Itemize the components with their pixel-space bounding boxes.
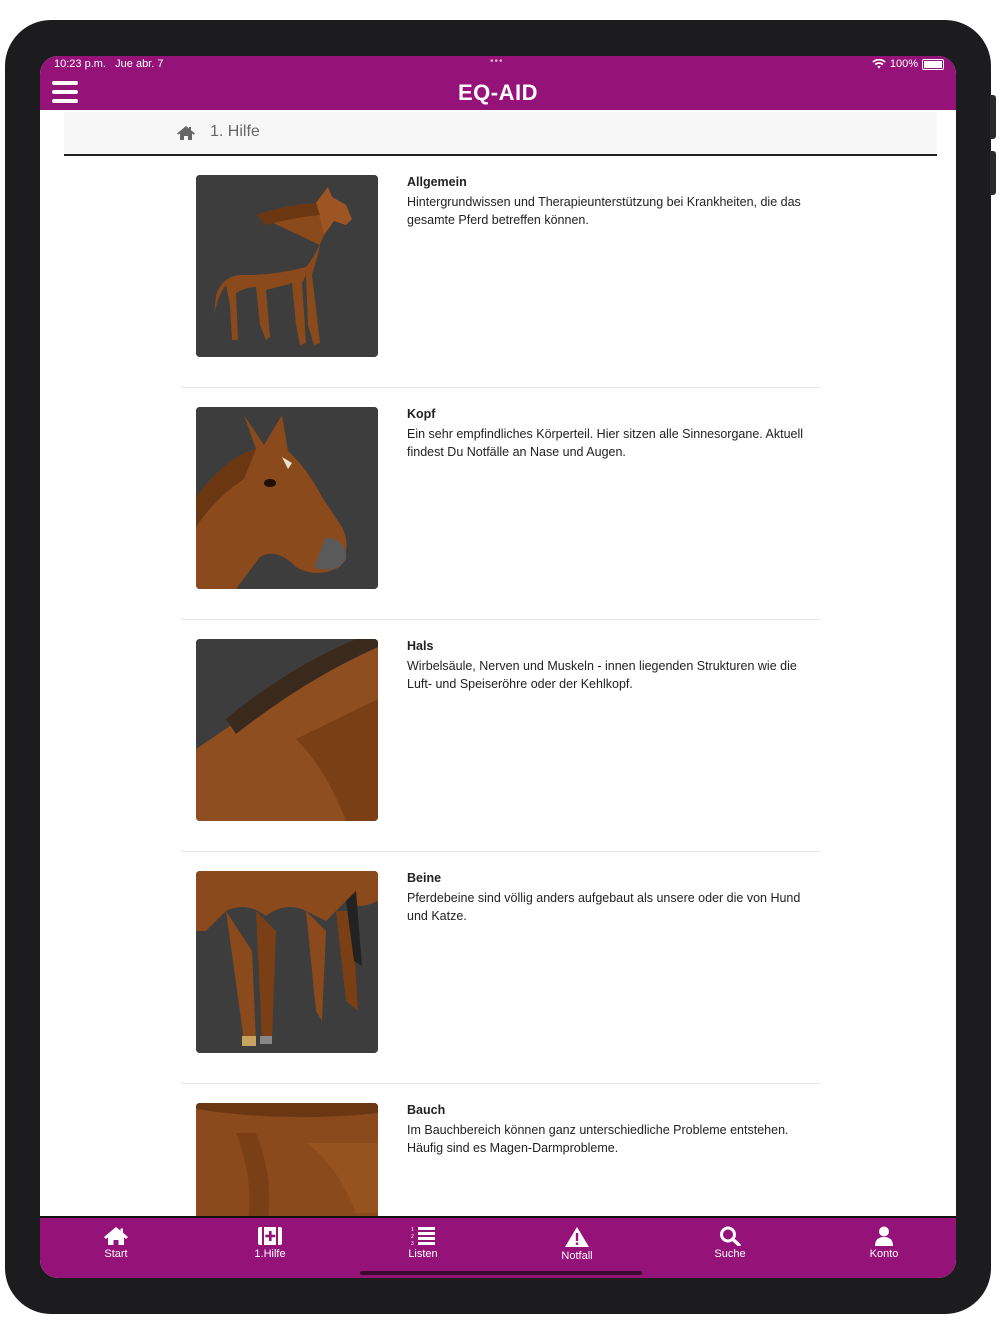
volume-down-button <box>990 151 996 195</box>
screen <box>40 56 956 1278</box>
horse-head-image <box>196 407 378 589</box>
list-item[interactable] <box>181 156 820 388</box>
tab-search[interactable]: Suche <box>680 1226 780 1260</box>
breadcrumb <box>64 112 937 156</box>
item-description: Pferdebeine sind völlig anders aufgebaut als unsere oder die von Hund und Katze. <box>407 891 801 923</box>
user-icon <box>873 1226 895 1246</box>
multitasking-dots: ••• <box>490 56 504 67</box>
wifi-icon <box>872 59 886 69</box>
svg-text:1: 1 <box>411 1227 414 1233</box>
tab-first-aid[interactable]: 1.Hilfe <box>220 1226 320 1260</box>
horse-legs-image <box>196 871 378 1053</box>
list-item[interactable] <box>181 388 820 620</box>
item-title: Hals <box>407 639 434 653</box>
battery-icon <box>922 59 944 70</box>
search-icon <box>719 1226 741 1246</box>
svg-text:3: 3 <box>411 1241 414 1246</box>
home-icon <box>103 1226 129 1246</box>
numbered-list-icon <box>410 1226 436 1246</box>
home-icon[interactable] <box>176 125 196 141</box>
tab-lists[interactable]: 1 2 3 Listen <box>408 1227 438 1260</box>
item-title: Beine <box>407 871 442 885</box>
volume-up-button <box>990 95 996 139</box>
item-description: Ein sehr empfindliches Körperteil. Hier sitzen alle Sinnesorgane. Aktuell findest Du Notfälle an Nase und Augen. <box>407 427 804 459</box>
item-title: Bauch <box>407 1103 446 1117</box>
status-right <box>872 58 944 70</box>
item-description: Wirbelsäule, Nerven und Muskeln - innen liegenden Strukturen wie die Luft- und Speiseröhre oder der Kehlkopf. <box>407 659 797 691</box>
horse-full-body-image <box>196 175 378 357</box>
horse-neck-image <box>196 639 378 821</box>
home-indicator <box>360 1271 642 1275</box>
battery-percent: 100% <box>889 58 918 70</box>
item-description: Hintergrundwissen und Therapieunterstützung bei Krankheiten, die das gesamte Pferd betreffen können. <box>407 195 801 227</box>
item-title: Kopf <box>407 407 436 421</box>
list-item[interactable] <box>181 852 820 1084</box>
breadcrumb-label: 1. Hilfe <box>210 123 260 140</box>
svg-text:2: 2 <box>411 1234 414 1240</box>
tab-emergency[interactable]: Notfall <box>527 1226 627 1262</box>
list-item[interactable] <box>181 620 820 852</box>
app-header <box>40 56 956 110</box>
app-title: EQ-AID <box>458 80 538 105</box>
tab-account[interactable]: Konto <box>834 1226 934 1260</box>
first-aid-icon <box>257 1226 283 1246</box>
warning-icon <box>564 1226 590 1248</box>
item-description: Im Bauchbereich können ganz unterschiedliche Probleme entstehen. Häufig sind es Magen-Darmprobleme. <box>407 1123 789 1155</box>
tab-start[interactable]: Start <box>66 1226 166 1260</box>
status-time: 10:23 p.m. Jue abr. 7 <box>54 58 164 70</box>
bottom-tab-bar <box>40 1216 956 1278</box>
item-title: Allgemein <box>407 175 467 189</box>
